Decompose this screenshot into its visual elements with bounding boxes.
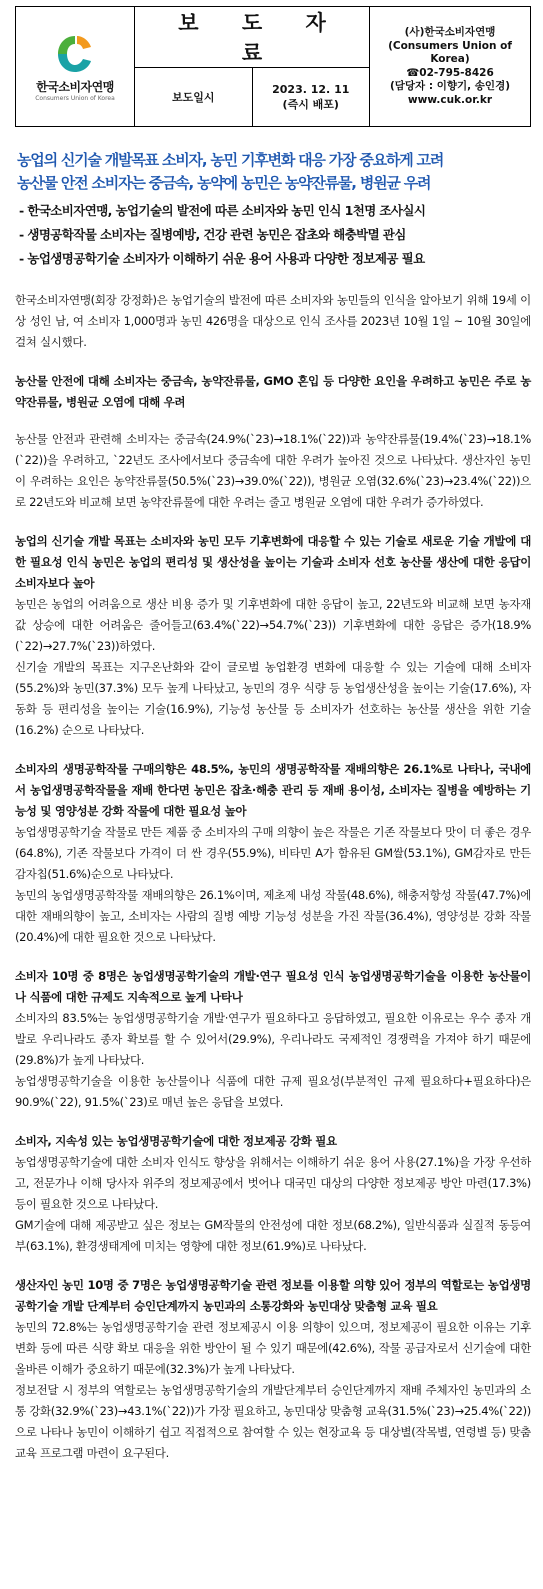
paragraph: 농업생명공학기술을 이용한 농산물이나 식품에 대한 규제 필요성(부분적인 규제 필요하다+필요하다)은 90.9%(`22), 91.5%(`23)로 매년 높은 응답을 보였다.: [15, 1074, 531, 1109]
section-food-safety: [15, 371, 531, 513]
logo: [16, 19, 134, 115]
section-farmers: [15, 1275, 531, 1464]
section-heading: 농산물 안전에 대해 소비자는 중금속, 농약잔류물, GMO 혼입 등 다양한 요인을 우려하고 농민은 주로 농약잔류물, 병원균 오염에 대해 우려: [15, 374, 531, 409]
summary-bullets: [15, 199, 531, 271]
bullet-item: - 농업생명공학기술 소비자가 이해하기 쉬운 용어 사용과 다양한 정보제공 필요: [19, 251, 425, 266]
release-date: 2023. 12. 11: [272, 83, 350, 96]
section-biotech-crops: [15, 759, 531, 948]
logo-cell: [16, 7, 135, 127]
bullet-item: - 한국소비자연맹, 농업기술의 발전에 따른 소비자와 농민 인식 1천명 조사실시: [19, 203, 426, 218]
bullet-item: - 생명공학작물 소비자는 질병예방, 건강 관련 농민은 잡초와 해충박멸 관심: [19, 227, 406, 242]
section-research-need: [15, 966, 531, 1113]
press-release: [15, 6, 531, 1464]
paragraph: GM기술에 대해 제공받고 싶은 정보는 GM작물의 안전성에 대한 정보(68.2%), 일반식품과 실질적 동등여부(63.1%), 환경생태계에 미치는 영향에 대한 정보(61.9%)로 나타났다.: [15, 1218, 531, 1253]
section-heading: 농업의 신기술 개발 목표는 소비자와 농민 모두 기후변화에 대응할 수 있는 기술로 새로운 기술 개발에 대한 필요성 인식 농민은 농업의 편리성 및 생산성을 높이는 기술과 소비자 선호 농산물 생산에 대한 응답이 소비자보다 높아: [15, 534, 531, 590]
org-info: [370, 7, 531, 127]
date-label: 보도일시: [135, 68, 253, 127]
org-name-en: (Consumers Union of Korea): [388, 39, 512, 65]
paragraph: 농산물 안전과 관련해 소비자는 중금속(24.9%(`23)→18.1%(`22))과 농약잔류물(19.4%(`23)→18.1%(`22))을 우려하고, `22년도 조사에서보다 중금속에 대한 우려가 높아진 것으로 나타났다. 생산자인 농민이 우려하는 요인은 농약잔류물(50.5%(`23)→39.0%(`22)), 병원균 오염(32.6%(`23)→23.4%(`22))으로 22년도와 비교해 보면 농약잔류물에 대한 우려는 줄고 병원균 오염에 대한 우려가 증가하였다.: [15, 432, 531, 509]
headline-line-2: 농산물 안전 소비자는 중금속, 농약에 농민은 농약잔류물, 병원균 우려: [17, 174, 431, 192]
section-new-technology: [15, 531, 531, 741]
contact-persons: (담당자 : 이향기, 송인경): [389, 80, 511, 92]
website-link[interactable]: www.cuk.or.kr: [407, 93, 493, 106]
paragraph: 농민의 농업생명공학작물 재배의향은 26.1%이며, 제초제 내성 작물(48.6%), 해충저항성 작물(47.7%)에 대한 재배의향이 높고, 소비자는 사람의 질병 예방 기능성 성분을 가진 작물(36.4%), 영양성분 강화 작물(20.4%)에 대한 필요한 것으로 나타났다.: [15, 888, 531, 944]
section-heading: 소비자 10명 중 8명은 농업생명공학기술의 개발·연구 필요성 인식 농업생명공학기술을 이용한 농산물이나 식품에 대한 규제도 지속적으로 높게 나타나: [15, 969, 531, 1004]
release-note: (즉시 배포): [282, 98, 339, 111]
paragraph: 농업생명공학기술에 대한 소비자 인식도 향상을 위해서는 이해하기 쉬운 용어 사용(27.1%)을 가장 우선하고, 전문가나 이해 당사자 위주의 정보제공에서 벗어나 대국민 대상의 다양한 정보제공 방안 마련(17.3%)등이 필요한 것으로 나타났다.: [15, 1155, 531, 1211]
logo-text-en: Consumers Union of Korea: [35, 94, 115, 102]
section-heading: 소비자, 지속성 있는 농업생명공학기술에 대한 정보제공 강화 필요: [15, 1134, 337, 1148]
phone: ☎02-795-8426: [406, 66, 494, 79]
paragraph: 농업생명공학기술 작물로 만든 제품 중 소비자의 구매 의향이 높은 작물은 기존 작물보다 맛이 더 좋은 경우(64.8%), 기존 작물보다 가격이 더 싼 경우(55.9%), 비타민 A가 함유된 GM쌀(53.1%), GM감자로 만든 감자칩(51.6%)순으로 나타났다.: [15, 825, 531, 881]
paragraph: 농민은 농업의 어려움으로 생산 비용 증가 및 기후변화에 대한 응답이 높고, 22년도와 비교해 보면 농자재 값 상승에 대한 어려움은 줄어들고(63.4%(`22)→54.7%(`23)) 기후변화에 대한 응답은 증가(18.9%(`22)→27.7%(`23))하였다.: [15, 597, 531, 653]
section-heading: 소비자의 생명공학작물 구매의향은 48.5%, 농민의 생명공학작물 재배의향은 26.1%로 나타나, 국내에서 농업생명공학작물을 재배 한다면 농민은 잡초·해충 관리 등 재배 용이성, 소비자는 질병을 예방하는 기능성 및 영양성분 강화 작물에 대한 필요성 높아: [15, 762, 531, 818]
spacer: [15, 413, 531, 429]
paragraph: 한국소비자연맹(회장 강정화)은 농업기술의 발전에 따른 소비자와 농민들의 인식을 알아보기 위해 19세 이상 성인 남, 여 소비자 1,000명과 농민 426명을 대상으로 인식 조사를 2023년 10월 1일 ~ 10월 30일에 걸쳐 실시했다.: [15, 293, 531, 349]
section-heading: 생산자인 농민 10명 중 7명은 농업생명공학기술 관련 정보를 이용할 의향 있어 정부의 역할로는 농업생명공학기술 개발 단계부터 승인단계까지 농민과의 소통강화와 농민대상 맞춤형 교육 필요: [15, 1278, 531, 1313]
date-cell: [252, 68, 370, 127]
headline-line-1: 농업의 신기술 개발목표 소비자, 농민 기후변화 대응 가장 중요하게 고려: [17, 151, 444, 169]
section-intro: [15, 290, 531, 353]
org-name: (사)한국소비자연맹: [404, 26, 496, 38]
paragraph: 신기술 개발의 목표는 지구온난화와 같이 글로벌 농업환경 변화에 대응할 수 있는 기술에 대해 소비자(55.2%)와 농민(37.3%) 모두 높게 나타났고, 농민의 경우 식량 등 농업생산성을 높이는 기술(17.6%), 자동화 등 편리성을 높이는 기술(16.9%), 기능성 농산물 등 소비자가 선호하는 농산물 생산을 위한 기술(16.2%) 순으로 나타났다.: [15, 660, 531, 737]
headline: [15, 149, 531, 195]
logo-icon: [53, 32, 97, 76]
logo-text: 한국소비자연맹: [36, 79, 114, 94]
paragraph: 농민의 72.8%는 농업생명공학기술 관련 정보제공시 이용 의향이 있으며, 정보제공이 필요한 이유는 기후변화 등에 따른 식량 확보 대응을 위한 방안이 될 수 있기 때문에(42.6%), 작물 공급자로서 신기술에 대한 올바른 이해가 중요하기 때문에(32.3%)가 높게 나타났다.: [15, 1320, 531, 1376]
paragraph: 소비자의 83.5%는 농업생명공학기술 개발·연구가 필요하다고 응답하였고, 필요한 이유로는 우수 종자 개발로 우리나라도 종자 확보를 할 수 있어서(29.9%), 우리나라도 국제적인 경쟁력을 가져야 하기 때문에(29.8%)가 높게 나타났다.: [15, 1011, 531, 1067]
document-title: 보 도 자 료: [135, 7, 370, 68]
section-information: [15, 1131, 531, 1257]
header-table: [15, 6, 531, 127]
paragraph: 정보전달 시 정부의 역할로는 농업생명공학기술의 개발단계부터 승인단계까지 재배 주체자인 농민과의 소통 강화(32.9%(`23)→43.1%(`22))가 가장 필요하고, 농민대상 맞춤형 교육(31.5%(`23)→25.4%(`22))으로 나타나 농민이 이해하기 쉽고 직접적으로 참여할 수 있는 현장교육 등 대상별(작목별, 연령별 등) 맞춤 교육 프로그램 마련이 요구된다.: [15, 1383, 531, 1460]
